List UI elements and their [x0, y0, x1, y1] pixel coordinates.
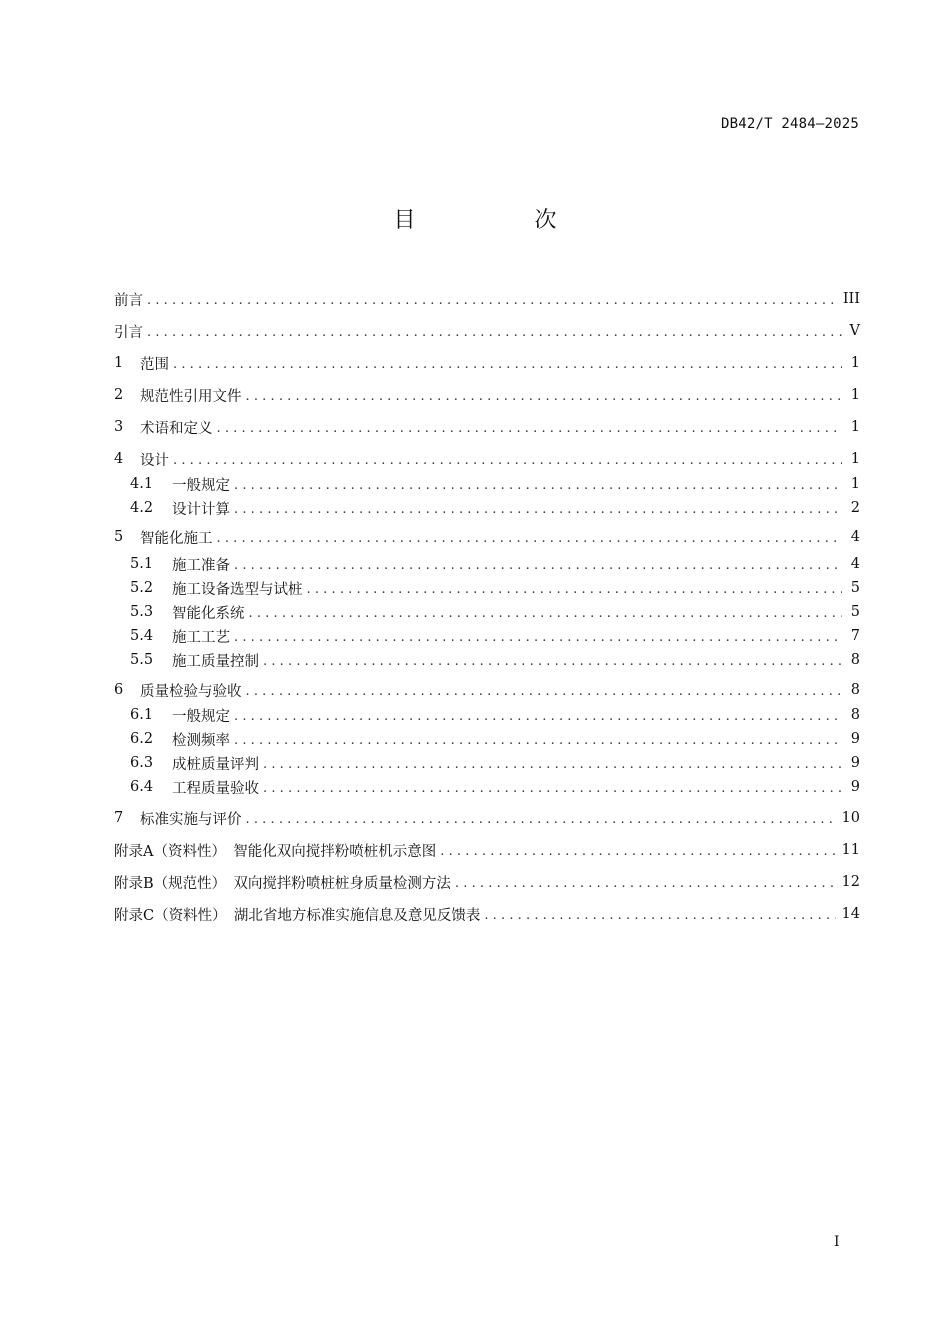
toc-leader-dots [147, 293, 837, 308]
toc-leader-dots [246, 684, 843, 699]
toc-entry[interactable] [114, 384, 860, 406]
toc-entry-page: 5 [850, 580, 860, 596]
toc-entry[interactable] [130, 577, 860, 599]
toc-entry-page: 11 [841, 842, 860, 858]
toc-entry-label: 一般规定 [172, 477, 230, 494]
toc-entry[interactable] [114, 416, 860, 438]
toc-entry[interactable] [114, 839, 860, 861]
toc-entry[interactable] [130, 776, 860, 798]
toc-entry-page: 9 [850, 755, 860, 771]
toc-entry-label: 附录A（资料性） 智能化双向搅拌粉喷桩机示意图 [114, 843, 437, 860]
toc-leader-dots [263, 781, 842, 796]
toc-entry-number: 4 [114, 451, 124, 467]
toc-entry[interactable] [130, 728, 860, 750]
toc-leader-dots [173, 453, 842, 468]
toc-entry[interactable] [114, 903, 860, 925]
toc-leader-dots [234, 502, 842, 517]
toc-entry-label: 设计 [140, 452, 169, 469]
toc-entry-label: 范围 [140, 356, 169, 373]
toc-entry-label: 施工工艺 [172, 629, 230, 646]
toc-entry-label: 前言 [114, 292, 143, 309]
toc-entry[interactable] [130, 473, 860, 495]
toc-entry-number: 6.4 [130, 779, 154, 795]
toc-entry-label: 智能化施工 [140, 530, 213, 547]
page-title: 目 次 [393, 208, 613, 233]
toc-leader-dots [173, 357, 842, 372]
toc-leader-dots [440, 844, 835, 859]
toc-entry-label: 施工设备选型与试桩 [172, 581, 303, 598]
toc-entry-label: 引言 [114, 324, 143, 341]
toc-entry-number: 6 [114, 682, 124, 698]
toc-entry-page: 8 [850, 682, 860, 698]
toc-entry-label: 一般规定 [172, 708, 230, 725]
toc-leader-dots [307, 582, 843, 597]
toc-entry-label: 施工准备 [172, 557, 230, 574]
toc-entry-label: 施工质量控制 [172, 653, 259, 670]
toc-entry-label: 术语和定义 [140, 420, 213, 437]
toc-entry-number: 5.5 [130, 652, 154, 668]
toc-entry-label: 成桩质量评判 [172, 756, 259, 773]
toc-leader-dots [249, 606, 843, 621]
toc-leader-dots [217, 531, 843, 546]
toc-entry-number: 6.3 [130, 755, 154, 771]
toc-entry-label: 规范性引用文件 [140, 388, 242, 405]
toc-leader-dots [455, 876, 836, 891]
toc-entry[interactable] [130, 704, 860, 726]
toc-entry[interactable] [130, 649, 860, 671]
toc-entry-number: 2 [114, 387, 124, 403]
toc-entry-label: 附录C（资料性） 湖北省地方标准实施信息及意见反馈表 [114, 907, 481, 924]
toc-entry[interactable] [114, 288, 860, 310]
toc-leader-dots [234, 709, 842, 724]
toc-entry-label: 工程质量验收 [172, 780, 259, 797]
toc-leader-dots [234, 478, 842, 493]
toc-entry-page: 9 [850, 731, 860, 747]
toc-entry-page: 10 [841, 810, 860, 826]
toc-entry-page: 4 [850, 529, 860, 545]
toc-entry[interactable] [114, 871, 860, 893]
toc-entry-page: 4 [850, 556, 860, 572]
toc-entry-label: 附录B（规范性） 双向搅拌粉喷桩桩身质量检测方法 [114, 875, 451, 892]
toc-entry-number: 1 [114, 355, 124, 371]
toc-entry-number: 5.2 [130, 580, 154, 596]
toc-entry-label: 质量检验与验收 [140, 683, 242, 700]
toc-entry-number: 6.1 [130, 707, 154, 723]
toc-entry-page: 8 [850, 707, 860, 723]
toc-entry-label: 检测频率 [172, 732, 230, 749]
toc-entry-page: 12 [841, 874, 860, 890]
toc-entry-number: 5.1 [130, 556, 154, 572]
toc-leader-dots [263, 654, 842, 669]
toc-entry[interactable] [130, 601, 860, 623]
toc-entry[interactable] [130, 625, 860, 647]
toc-entry[interactable] [114, 679, 860, 701]
toc-entry-number: 6.2 [130, 731, 154, 747]
toc-entry[interactable] [114, 352, 860, 374]
toc-entry-number: 4.2 [130, 500, 154, 516]
toc-leader-dots [234, 558, 842, 573]
toc-leader-dots [217, 421, 843, 436]
toc-entry-number: 5.4 [130, 628, 154, 644]
toc-entry-label: 设计计算 [172, 501, 230, 518]
toc-entry-page: 14 [841, 906, 860, 922]
toc-entry-page: 2 [850, 500, 860, 516]
toc-leader-dots [246, 389, 843, 404]
toc-entry-number: 3 [114, 419, 124, 435]
toc-entry-number: 5.3 [130, 604, 154, 620]
toc-entry[interactable] [130, 497, 860, 519]
toc-entry-page: 8 [850, 652, 860, 668]
toc-entry-label: 标准实施与评价 [140, 811, 242, 828]
page-number: I [834, 1234, 840, 1250]
toc-entry-label: 智能化系统 [172, 605, 245, 622]
toc-leader-dots [234, 733, 842, 748]
toc-entry-page: 9 [850, 779, 860, 795]
toc-entry[interactable] [114, 448, 860, 470]
toc-leader-dots [234, 630, 842, 645]
toc-entry-page: V [849, 323, 860, 339]
toc-entry-page: 5 [850, 604, 860, 620]
toc-entry[interactable] [130, 553, 860, 575]
toc-entry[interactable] [114, 526, 860, 548]
toc-entry-page: 1 [850, 476, 860, 492]
toc-entry-number: 4.1 [130, 476, 154, 492]
toc-entry[interactable] [114, 807, 860, 829]
toc-leader-dots [246, 812, 836, 827]
toc-leader-dots [263, 757, 842, 772]
toc-entry-number: 5 [114, 529, 124, 545]
toc-entry-page: 1 [850, 355, 860, 371]
toc-entry-page: 1 [850, 387, 860, 403]
toc-leader-dots [147, 325, 842, 340]
toc-leader-dots [484, 908, 835, 923]
toc-entry-page: III [842, 291, 860, 307]
toc-entry-page: 1 [850, 451, 860, 467]
toc-entry[interactable] [130, 752, 860, 774]
toc-entry-number: 7 [114, 810, 124, 826]
toc-entry-page: 7 [850, 628, 860, 644]
toc-entry[interactable] [114, 320, 860, 342]
toc-entry-page: 1 [850, 419, 860, 435]
document-code: DB42/T 2484—2025 [720, 116, 859, 132]
